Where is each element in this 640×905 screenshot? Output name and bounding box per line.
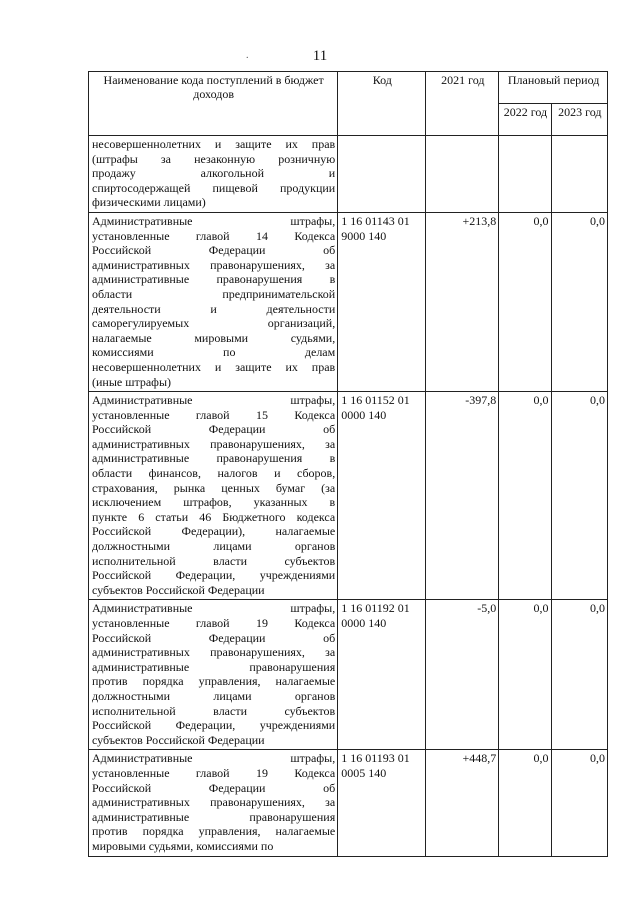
- header-2022: 2022 год: [499, 104, 551, 136]
- row-name-line: Административные штрафы,: [92, 751, 336, 766]
- row-name-line: Российской Федерации об: [92, 630, 336, 645]
- row-name-line: субъектов Российской Федерации: [92, 582, 265, 597]
- row-name-line: исключением штрафов, указанных в: [92, 495, 336, 510]
- table-row: [89, 600, 608, 750]
- row-name-line: субъектов Российской Федерации: [92, 732, 265, 747]
- row-name-line: административных правонарушениях, за: [92, 257, 336, 272]
- row-name-cell: [89, 750, 338, 856]
- row-name-line: административные правонарушения: [92, 659, 336, 674]
- row-name-cell: [89, 392, 338, 600]
- row-name-line: деятельности и деятельности: [92, 301, 336, 316]
- row-code: [338, 136, 426, 213]
- row-code: 1 16 01192 01 0000 140: [338, 600, 426, 750]
- row-name-line: Российской Федерации об: [92, 780, 336, 795]
- row-name-line: спиртосодержащей пищевой продукции: [92, 180, 336, 195]
- row-value-2022: [499, 136, 551, 213]
- page-number: 11: [312, 48, 328, 64]
- row-name-line: области предпринимательской: [92, 286, 336, 301]
- row-name-line: против порядка управления, налагаемые: [92, 674, 336, 689]
- row-value-2023: 0,0: [551, 392, 607, 600]
- row-value-2021: -5,0: [426, 600, 499, 750]
- table-row: [89, 212, 608, 391]
- header-row-1: [89, 72, 608, 104]
- table-row: [89, 750, 608, 856]
- row-name-line: административных правонарушениях, за: [92, 645, 336, 660]
- row-name-line: Российской Федерации, учреждениями: [92, 568, 336, 583]
- scan-speck: .: [246, 50, 249, 61]
- row-name-line: Административные штрафы,: [92, 393, 336, 408]
- row-code: 1 16 01152 01 0000 140: [338, 392, 426, 600]
- row-name-line: Российской Федерации об: [92, 422, 336, 437]
- row-value-2022: 0,0: [499, 600, 551, 750]
- header-code: Код: [338, 72, 426, 136]
- row-name-line: должностными лицами органов: [92, 688, 336, 703]
- row-name-line: исполнительной власти субъектов: [92, 703, 336, 718]
- row-name-line: административные правонарушения: [92, 809, 336, 824]
- row-code: 1 16 01143 01 9000 140: [338, 212, 426, 391]
- row-name-line: Административные штрафы,: [92, 601, 336, 616]
- row-name-line: исполнительной власти субъектов: [92, 553, 336, 568]
- row-name-line: установленные главой 15 Кодекса: [92, 407, 336, 422]
- header-2021: 2021 год: [426, 72, 499, 136]
- revenue-table: [88, 71, 608, 857]
- header-planned-period: Плановый период: [499, 72, 608, 104]
- row-name-line: продажу алкогольной и: [92, 166, 336, 181]
- row-name-line: области финансов, налогов и сборов,: [92, 466, 336, 481]
- row-name-line: саморегулируемых организаций,: [92, 316, 336, 331]
- row-value-2021: -397,8: [426, 392, 499, 600]
- row-code: 1 16 01193 01 0005 140: [338, 750, 426, 856]
- row-name-line: Административные штрафы,: [92, 213, 336, 228]
- row-value-2023: 0,0: [551, 212, 607, 391]
- row-name-line: установленные главой 19 Кодекса: [92, 765, 336, 780]
- row-name-line: (штрафы за незаконную розничную: [92, 151, 336, 166]
- row-name-line: пункте 6 статьи 46 Бюджетного кодекса: [92, 509, 336, 524]
- row-value-2022: 0,0: [499, 750, 551, 856]
- row-name-line: установленные главой 19 Кодекса: [92, 616, 336, 630]
- row-name-line: административные правонарушения в: [92, 272, 336, 287]
- row-name-line: мировыми судьями, комиссиями по: [92, 838, 274, 853]
- row-value-2021: [426, 136, 499, 213]
- row-name-line: Российской Федерации), налагаемые: [92, 524, 336, 539]
- row-name-line: Российской Федерации, учреждениями: [92, 718, 336, 733]
- row-name-line: налагаемые мировыми судьями,: [92, 330, 336, 345]
- row-name-line: установленные главой 14 Кодекса: [92, 228, 336, 243]
- table-row: [89, 136, 608, 213]
- row-value-2023: [551, 136, 607, 213]
- row-value-2023: 0,0: [551, 600, 607, 750]
- row-name-line: должностными лицами органов: [92, 539, 336, 554]
- row-name-line: административные правонарушения в: [92, 451, 336, 466]
- header-2023: 2023 год: [551, 104, 607, 136]
- row-value-2021: +213,8: [426, 212, 499, 391]
- row-value-2022: 0,0: [499, 212, 551, 391]
- row-name-line: несовершеннолетних и защите их прав: [92, 359, 336, 374]
- row-name-line: физическими лицами): [92, 195, 206, 210]
- row-name-line: административных правонарушениях, за: [92, 795, 336, 810]
- row-name-line: против порядка управления, налагаемые: [92, 824, 336, 839]
- row-name-cell: [89, 600, 338, 750]
- table-row: [89, 392, 608, 600]
- row-value-2023: 0,0: [551, 750, 607, 856]
- header-name: Наименование кода поступлений в бюджет доходов: [89, 72, 338, 136]
- row-name-line: (иные штрафы): [92, 374, 172, 389]
- row-name-line: комиссиями по делам: [92, 345, 336, 360]
- row-name-line: Российской Федерации об: [92, 243, 336, 258]
- row-name-cell: [89, 212, 338, 391]
- row-value-2021: +448,7: [426, 750, 499, 856]
- table-body: [89, 136, 608, 857]
- row-name-line: страхования, рынка ценных бумаг (за: [92, 480, 336, 495]
- row-name-line: несовершеннолетних и защите их прав: [92, 137, 336, 151]
- row-name-cell: [89, 136, 338, 213]
- row-name-line: административных правонарушениях, за: [92, 436, 336, 451]
- row-value-2022: 0,0: [499, 392, 551, 600]
